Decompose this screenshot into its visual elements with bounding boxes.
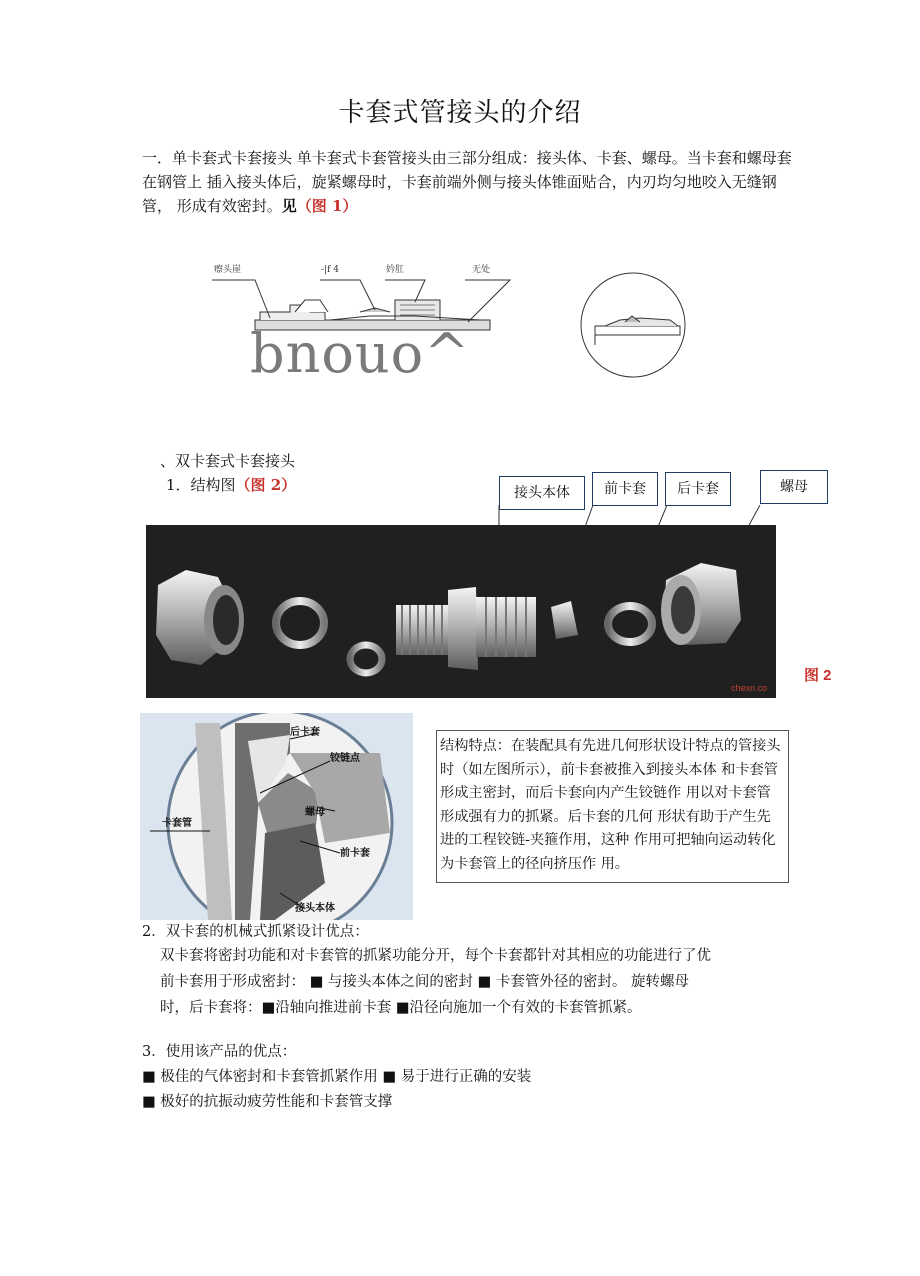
fig2-ref: （图 2） [235,476,297,494]
section2-heading: 、双卡套式卡套接头 [160,452,296,470]
cross-section-illustration [140,713,413,920]
fig1-label-2: -|f 4 [321,265,339,275]
label-nut: 螺母 [760,470,828,504]
label-nut-xsec: 螺母 [305,807,325,818]
label-rear-ferrule: 后卡套 [665,472,731,506]
advantage-bullet-2: ■ 极好的抗振动疲劳性能和卡套管支撑 [142,1094,393,1110]
label-tube: 卡套管 [162,818,192,829]
parts-photo [146,525,776,698]
point3-heading: 3．使用该产品的优点： [142,1044,297,1060]
label-front-ferrule: 前卡套 [592,472,658,506]
fig2-caption: 图 2 [804,667,832,684]
fig1-label-4: 无处 [472,265,491,275]
label-front-ferrule-xsec: 前卡套 [340,848,370,859]
fitting-body-shape [396,587,536,670]
label-rear-ferrule-xsec: 后卡套 [290,727,320,738]
point2-line2: 前卡套用于形成密封： ■ 与接头本体之间的密封 ■ 卡套管外径的密封。 旋转螺母 [160,974,689,990]
section1-text: 一．单卡套式卡套接头 单卡套式卡套管接头由三部分组成：接头体、卡套、螺母。当卡套和螺母套在钢管上 插入接头体后，旋紧螺母时，卡套前端外侧与接头体锥面贴合，内刃均匀地咬入无缝钢管， 形成有效密封。 [142,149,792,215]
left-nut-shape [156,570,244,665]
structure-heading [166,474,296,495]
section1-paragraph [142,146,792,218]
fig1-ref: （图 1） [296,197,358,215]
feature-textbox: 结构特点：在装配具有先进几何形状设计特点的管接头时（如左图所示），前卡套被推入到接头本体 和卡套管形成主密封，而后卡套向内产生铰链作 用以对卡套管形成强有力的抓紧。后卡套的几何 形状有助于产生先进的工程铰链-夹箍作用，这种 作用可把轴向运动转化为卡套管上的径向挤压作 用。 [436,730,789,883]
advantage-bullet-1: ■ 极佳的气体密封和卡套管抓紧作用 ■ 易于进行正确的安装 [142,1069,532,1085]
photo-watermark: chexn.co [731,683,768,693]
right-nut-shape [661,563,741,645]
point2-heading: 2．双卡套的机械式抓紧设计优点： [142,924,369,940]
fig1-label-3: 妗肛 [386,265,405,275]
fig1-label-1: 瘵头崖 [214,265,242,275]
point2-line3: 时，后卡套将：■沿轴向推进前卡套 ■沿径向施加一个有效的卡套管抓紧。 [160,1000,642,1016]
point2-body [160,943,790,1021]
point2-line1: 双卡套将密封功能和对卡套管的抓紧功能分开，每个卡套都针对其相应的功能进行了优 [160,948,711,964]
watermark-text: bnouo^ [250,322,471,385]
label-hinge-point: 铰链点 [330,753,360,764]
label-body-xsec: 接头本体 [295,903,335,914]
structure-heading-text: 1．结构图 [166,476,236,494]
see-label: 见 [281,197,297,215]
label-body: 接头本体 [499,476,585,510]
page-title: 卡套式管接头的介绍 [338,98,582,128]
